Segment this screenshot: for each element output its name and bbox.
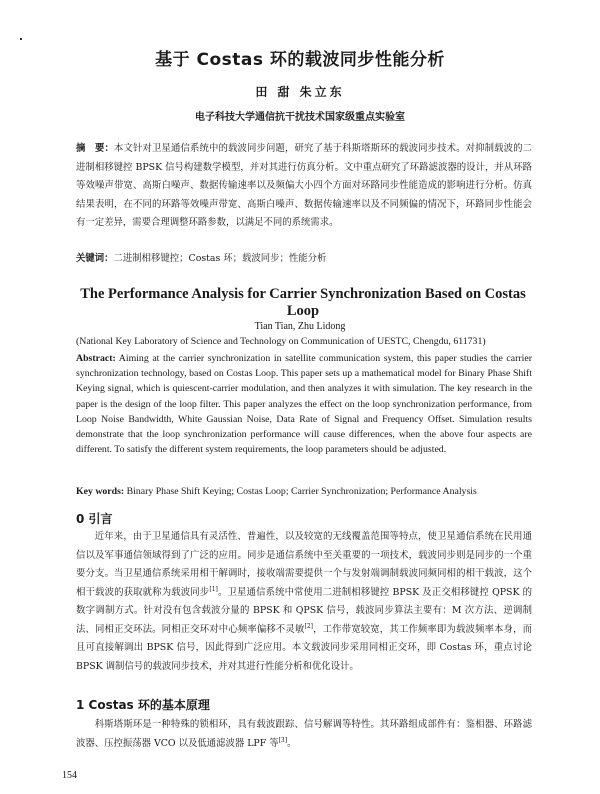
affiliation-en: (National Key Laboratory of Science and Technology on Communication of UESTC, Chengdu, 611731): [76, 336, 486, 347]
abstract-en-label: Abstract:: [76, 353, 116, 364]
abstract-en: [76, 351, 532, 457]
authors-en: Tian Tian, Zhu Lidong: [254, 321, 346, 332]
section-costas-paragraph: [76, 716, 532, 753]
intro-text-b: 。卫星通信系统中常使用二进制相移键控 BPSK 及正交相移键控 QPSK 的数字调制方式。针对没有包含载波分量的 BPSK 和 QPSK 信号，载波同步算法主要有：M 次方法、逆调制法、同相正交环法。同相正交环对中心频率偏移不灵敏: [76, 586, 532, 635]
page-number: 154: [62, 770, 77, 781]
keywords-en-text: Binary Phase Shift Keying; Costas Loop; Carrier Synchronization; Performance Analysis: [126, 486, 477, 497]
abstract-en-text: Aiming at the carrier synchronization in satellite communication system, this paper studies the carrier synchronization technology, based on Costas Loop. This paper sets up a mathematical model for Binary Phase Shift Keying signal, which is quiescent-carrier modulation, and then analyzes it with simulation. The key research in the paper is the design of the loop filter. This paper analyzes the effect on the loop synchronization performance, from Loop Noise Bandwidth, White Gaussian Noise, Data Rate of Signal and Frequency Offset. Simulation results demonstrate that the loop synchronization performance will cause differences, when the above four aspects are different. To satisfy the different system requirements, the loop parameters should be adjusted.: [76, 353, 532, 456]
paper-title-en: The Performance Analysis for Carrier Synchronization Based on Costas Loop: [80, 286, 526, 319]
costas-text-a: 科斯塔斯环是一种特殊的锁相环，具有载波跟踪、信号解调等特性。其环路组成部件有：鉴相器、环路滤波器、压控振荡器 VCO 以及低通滤波器 LPF 等: [76, 719, 532, 749]
citation-ref-3[interactable]: [3]: [278, 736, 288, 744]
citation-ref-1[interactable]: [1]: [209, 585, 218, 593]
section-heading-costas-principle: 1 Costas 环的基本原理: [76, 698, 210, 712]
section-heading-introduction: 0 引言: [76, 512, 113, 526]
abstract-cn-label: 摘 要：: [76, 143, 115, 154]
authors-cn: 田 甜 朱立东: [255, 85, 345, 99]
intro-text-c: ，工作带宽较宽，其工作频率即为载波频率本身，而且可直接解调出 BPSK 信号，因此得到广泛应用。本文载波同步采用同相正交环，即 Costas 环，重点讨论 BPSK 调制信号的载波同步技术，并对其进行性能分析和优化设计。: [76, 623, 532, 672]
scan-speck: [20, 38, 22, 40]
citation-ref-2[interactable]: [2]: [304, 622, 313, 630]
keywords-en-label: Key words:: [76, 486, 125, 497]
keywords-cn-text: 二进制相移键控；Costas 环；载波同步；性能分析: [113, 253, 327, 264]
abstract-cn: [76, 140, 532, 233]
intro-text-a: 近年来，由于卫星通信具有灵活性、普遍性，以及较宽的无线覆盖范围等特点，使卫星通信系统在民用通信以及军事通信领域得到了广泛的应用。同步是通信系统中至关重要的一项技术，载波同步则是同步的一个重要分支。当卫星通信系统采用相干解调时，接收端需要提供一个与发射端调制载波同频同相的相干载波，这个相干载波的获取就称为载波同步: [76, 531, 532, 598]
costas-text-b: 。: [287, 737, 297, 749]
keywords-cn-label: 关键词：: [76, 253, 114, 264]
affiliation-cn: 电子科技大学通信抗干扰技术国家级重点实验室: [195, 112, 405, 123]
abstract-cn-text: 本文针对卫星通信系统中的载波同步问题，研究了基于科斯塔斯环的载波同步技术。对抑制载波的二进制相移键控 BPSK 信号构建数学模型，并对其进行仿真分析。文中重点研究了环路滤波器的设计，并从环路等效噪声带宽、高斯白噪声、数据传输速率以及频偏大小四个方面对环路同步性能造成的影响进行分析。仿真结果表明，在不同的环路等效噪声带宽、高斯白噪声、数据传输速率以及不同频偏的情况下，环路同步性能会有一定差异，需要合理调整环路参数，以满足不同的系统需求。: [76, 143, 532, 229]
keywords-en: [76, 486, 532, 497]
section-introduction-paragraph: [76, 528, 532, 676]
paper-title-cn: 基于 Costas 环的载波同步性能分析: [155, 50, 445, 70]
keywords-cn: [76, 250, 532, 264]
